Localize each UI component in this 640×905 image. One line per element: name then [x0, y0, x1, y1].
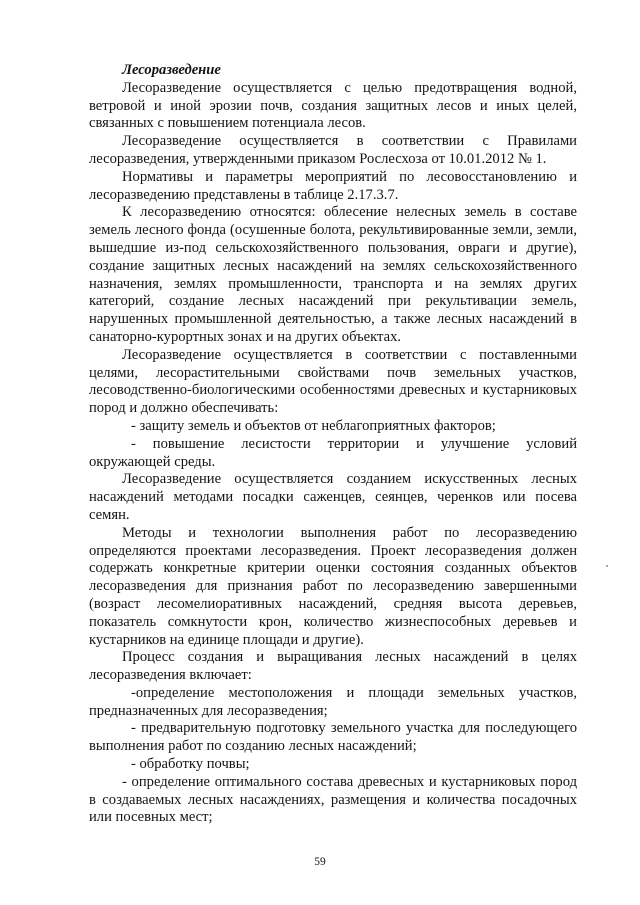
- scan-speck: [606, 565, 608, 567]
- paragraph: К лесоразведению относятся: облесение нелесных земель в составе земель лесного фонда (осушенные болота, рекультивированные земли, земли, вышедшие из-под сельскохозяйственного пользования, овраги и другие), создание защитных лесных насаждений на землях сельскохозяйственного назначения, землях промышленности, транспорта и на землях других категорий, создание лесных насаждений при рекультивации земель, нарушенных промышленной деятельностью, а также лесных насаждений в санаторно-курортных зонах и на других объектах.: [89, 204, 577, 345]
- paragraph: Лесоразведение осуществляется с целью предотвращения водной, ветровой и иной эрозии почв, создания защитных лесов и иных целей, связанных с повышением потенциала лесов.: [89, 79, 577, 132]
- document-body: [89, 62, 577, 827]
- paragraph: Лесоразведение осуществляется созданием искусственных лесных насаждений методами посадки саженцев, сеянцев, черенков или посева семян.: [89, 471, 577, 523]
- paragraph: Нормативы и параметры мероприятий по лесовосстановлению и лесоразведению представлены в таблице 2.17.3.7.: [89, 168, 577, 203]
- paragraph: Методы и технологии выполнения работ по лесоразведению определяются проектами лесоразведения. Проект лесоразведения должен содержать конкретные критерии оценки состояния созданных объектов лесоразведения для признания работ по лесоразведению завершенными (возраст лесомелиоративных насаждений, средняя высота деревьев, показатель сомкнутости крон, количество жизнеспособных деревьев и кустарников на единице площади и другие).: [89, 524, 577, 648]
- paragraph: Процесс создания и выращивания лесных насаждений в целях лесоразведения включает:: [89, 649, 577, 684]
- section-heading: Лесоразведение: [122, 62, 221, 78]
- page-number: 59: [314, 856, 326, 868]
- list-item: - определение оптимального состава древесных и кустарниковых пород в создаваемых лесных насаждениях, размещения и количества посадочных или посевных мест;: [89, 773, 577, 826]
- list-item: - обработку почвы;: [131, 756, 250, 773]
- paragraph: Лесоразведение осуществляется в соответствии с Правилами лесоразведения, утвержденными приказом Рослесхоза от 10.01.2012 № 1.: [89, 133, 577, 167]
- list-item: - предварительную подготовку земельного участка для последующего выполнения работ по созданию лесных насаждений;: [89, 720, 577, 755]
- list-item: - защиту земель и объектов от неблагоприятных факторов;: [131, 417, 496, 434]
- paragraph: Лесоразведение осуществляется в соответствии с поставленными целями, лесорастительными свойствами почв земельных участков, лесоводственно-биологическими особенностями древесных и кустарниковых пород и должно обеспечивать:: [89, 346, 577, 417]
- list-item: -определение местоположения и площади земельных участков, предназначенных для лесоразведения;: [89, 684, 577, 719]
- list-item: - повышение лесистости территории и улучшение условий окружающей среды.: [89, 435, 577, 470]
